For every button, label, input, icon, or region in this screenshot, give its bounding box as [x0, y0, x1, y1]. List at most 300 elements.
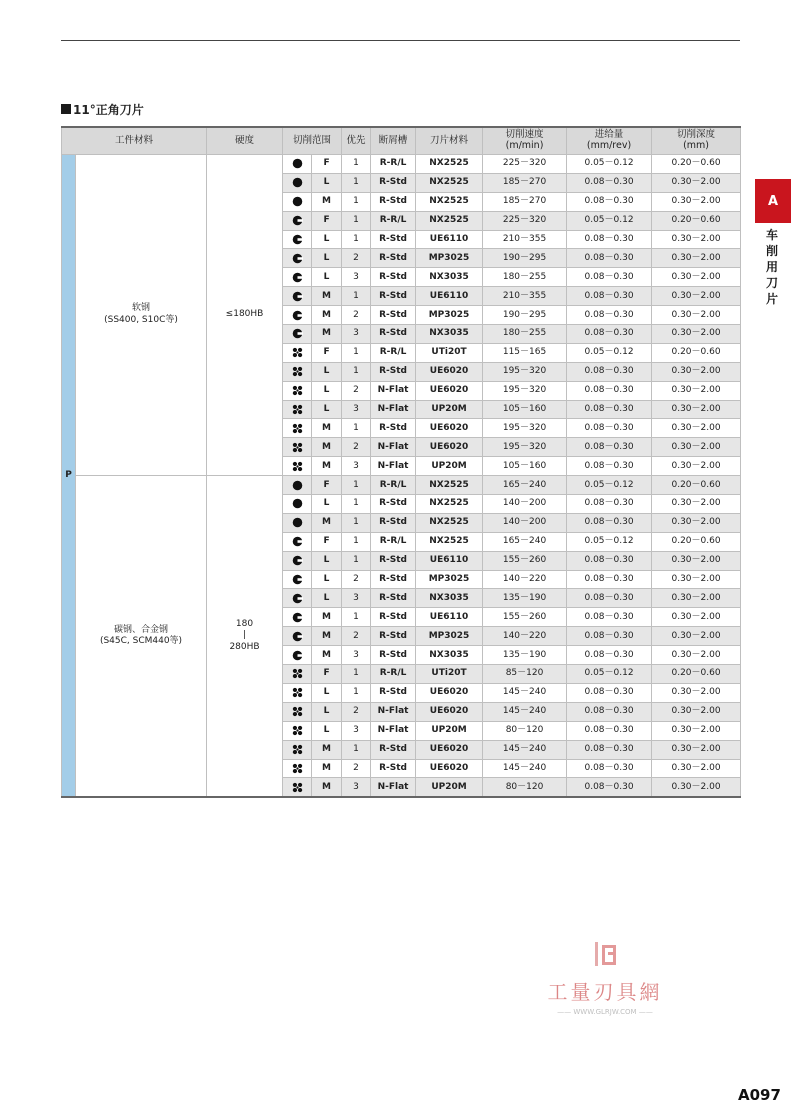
grade: UE6110 — [416, 230, 483, 249]
insert-shape-cell — [283, 627, 312, 646]
feed-rate: 0.08－0.30 — [567, 419, 652, 438]
priority: 3 — [342, 778, 371, 797]
priority: 3 — [342, 325, 371, 344]
depth-of-cut: 0.20－0.60 — [652, 343, 741, 362]
depth-of-cut: 0.30－2.00 — [652, 381, 741, 400]
cut-range: M — [312, 740, 342, 759]
half-circle-icon — [292, 575, 303, 585]
quad-circle-icon — [292, 707, 303, 717]
grade: UE6110 — [416, 551, 483, 570]
chipbreaker: R-R/L — [371, 532, 416, 551]
cutting-speed: 225－320 — [483, 211, 567, 230]
header-material: 工件材料 — [62, 127, 207, 155]
cutting-speed: 180－255 — [483, 325, 567, 344]
grade: UP20M — [416, 778, 483, 797]
insert-shape-cell — [283, 646, 312, 665]
half-circle-icon — [292, 216, 303, 226]
depth-of-cut: 0.30－2.00 — [652, 721, 741, 740]
insert-shape-cell — [283, 513, 312, 532]
grade: UE6020 — [416, 740, 483, 759]
insert-shape-cell — [283, 702, 312, 721]
priority: 1 — [342, 476, 371, 495]
cut-range: M — [312, 513, 342, 532]
depth-of-cut: 0.30－2.00 — [652, 778, 741, 797]
quad-circle-icon — [292, 745, 303, 755]
cut-range: M — [312, 457, 342, 476]
chipbreaker: R-Std — [371, 325, 416, 344]
full-circle-icon — [292, 499, 303, 509]
cutting-speed: 115－165 — [483, 343, 567, 362]
chipbreaker: R-Std — [371, 306, 416, 325]
grade: MP3025 — [416, 570, 483, 589]
chipbreaker: R-Std — [371, 495, 416, 514]
grade: MP3025 — [416, 249, 483, 268]
grade: NX3035 — [416, 589, 483, 608]
hardness-cell — [207, 155, 283, 476]
feed-rate: 0.08－0.30 — [567, 438, 652, 457]
priority: 1 — [342, 287, 371, 306]
full-circle-icon — [292, 481, 303, 491]
feed-rate: 0.08－0.30 — [567, 400, 652, 419]
depth-of-cut: 0.30－2.00 — [652, 419, 741, 438]
grade: MP3025 — [416, 306, 483, 325]
feed-rate: 0.08－0.30 — [567, 457, 652, 476]
priority: 1 — [342, 362, 371, 381]
priority: 1 — [342, 211, 371, 230]
grade: UE6110 — [416, 287, 483, 306]
cutting-speed: 180－255 — [483, 268, 567, 287]
half-circle-icon — [292, 651, 303, 661]
cut-range: L — [312, 495, 342, 514]
priority: 3 — [342, 400, 371, 419]
feed-rate: 0.08－0.30 — [567, 362, 652, 381]
cutting-speed: 155－260 — [483, 551, 567, 570]
insert-shape-cell — [283, 438, 312, 457]
cut-range: M — [312, 608, 342, 627]
priority: 2 — [342, 759, 371, 778]
insert-shape-cell — [283, 325, 312, 344]
feed-rate: 0.08－0.30 — [567, 306, 652, 325]
feed-rate: 0.08－0.30 — [567, 646, 652, 665]
group-label: P — [62, 155, 76, 798]
watermark-logo-icon — [590, 940, 620, 970]
grade: UE6020 — [416, 362, 483, 381]
priority: 3 — [342, 646, 371, 665]
feed-rate: 0.08－0.30 — [567, 759, 652, 778]
depth-of-cut: 0.30－2.00 — [652, 438, 741, 457]
cut-range: M — [312, 646, 342, 665]
depth-of-cut: 0.20－0.60 — [652, 155, 741, 174]
feed-rate: 0.08－0.30 — [567, 173, 652, 192]
insert-shape-cell — [283, 457, 312, 476]
cutting-speed: 195－320 — [483, 438, 567, 457]
cut-range: M — [312, 438, 342, 457]
feed-rate: 0.08－0.30 — [567, 192, 652, 211]
page-number: A097 — [738, 1086, 781, 1104]
chipbreaker: R-Std — [371, 362, 416, 381]
cutting-speed: 210－355 — [483, 230, 567, 249]
insert-shape-cell — [283, 683, 312, 702]
feed-rate: 0.05－0.12 — [567, 211, 652, 230]
feed-rate: 0.08－0.30 — [567, 381, 652, 400]
insert-shape-cell — [283, 608, 312, 627]
chapter-tab[interactable]: A — [755, 179, 791, 223]
priority: 1 — [342, 419, 371, 438]
cut-range: M — [312, 419, 342, 438]
cutting-speed: 195－320 — [483, 381, 567, 400]
grade: NX2525 — [416, 211, 483, 230]
chapter-tab-label: 车削用刀片 — [765, 228, 778, 306]
depth-of-cut: 0.30－2.00 — [652, 287, 741, 306]
grade: UE6020 — [416, 419, 483, 438]
half-circle-icon — [292, 311, 303, 321]
grade: NX3035 — [416, 268, 483, 287]
quad-circle-icon — [292, 424, 303, 434]
grade: UTi20T — [416, 665, 483, 684]
feed-rate: 0.08－0.30 — [567, 589, 652, 608]
feed-rate: 0.08－0.30 — [567, 287, 652, 306]
cut-range: M — [312, 306, 342, 325]
chipbreaker: R-R/L — [371, 211, 416, 230]
header-chipbreaker: 断屑槽 — [371, 127, 416, 155]
chipbreaker: R-R/L — [371, 343, 416, 362]
chipbreaker: N-Flat — [371, 438, 416, 457]
cutting-speed: 140－200 — [483, 513, 567, 532]
chipbreaker: R-Std — [371, 589, 416, 608]
chipbreaker: N-Flat — [371, 457, 416, 476]
cutting-speed: 165－240 — [483, 476, 567, 495]
chipbreaker: R-Std — [371, 570, 416, 589]
cutting-speed: 195－320 — [483, 362, 567, 381]
cut-range: L — [312, 702, 342, 721]
chipbreaker: R-Std — [371, 419, 416, 438]
insert-shape-cell — [283, 287, 312, 306]
depth-of-cut: 0.30－2.00 — [652, 457, 741, 476]
section-title-text: 11°正角刀片 — [73, 102, 144, 117]
cut-range: L — [312, 381, 342, 400]
grade: UE6110 — [416, 608, 483, 627]
material-cell — [76, 155, 207, 476]
feed-rate: 0.08－0.30 — [567, 627, 652, 646]
priority: 1 — [342, 173, 371, 192]
insert-shape-cell — [283, 211, 312, 230]
watermark-url: —— WWW.GLRJW.COM —— — [557, 1008, 653, 1016]
cut-range: L — [312, 230, 342, 249]
depth-of-cut: 0.30－2.00 — [652, 627, 741, 646]
cut-range: M — [312, 192, 342, 211]
insert-shape-cell — [283, 551, 312, 570]
cut-range: L — [312, 721, 342, 740]
priority: 2 — [342, 438, 371, 457]
cutting-speed: 190－295 — [483, 306, 567, 325]
feed-rate: 0.08－0.30 — [567, 740, 652, 759]
grade: UE6020 — [416, 702, 483, 721]
half-circle-icon — [292, 632, 303, 642]
full-circle-icon — [292, 178, 303, 188]
depth-of-cut: 0.30－2.00 — [652, 230, 741, 249]
grade: NX2525 — [416, 476, 483, 495]
grade: UP20M — [416, 400, 483, 419]
cutting-speed: 85－120 — [483, 665, 567, 684]
cut-range: F — [312, 476, 342, 495]
quad-circle-icon — [292, 443, 303, 453]
grade: NX2525 — [416, 513, 483, 532]
depth-of-cut: 0.20－0.60 — [652, 532, 741, 551]
depth-of-cut: 0.30－2.00 — [652, 702, 741, 721]
cutting-speed: 185－270 — [483, 173, 567, 192]
grade: UE6020 — [416, 759, 483, 778]
cutting-speed: 140－220 — [483, 627, 567, 646]
depth-of-cut: 0.30－2.00 — [652, 683, 741, 702]
top-rule — [61, 40, 740, 41]
feed-rate: 0.05－0.12 — [567, 665, 652, 684]
grade: NX2525 — [416, 192, 483, 211]
feed-rate: 0.08－0.30 — [567, 570, 652, 589]
grade: UP20M — [416, 457, 483, 476]
chipbreaker: R-Std — [371, 608, 416, 627]
cutting-speed: 135－190 — [483, 589, 567, 608]
cut-range: F — [312, 665, 342, 684]
cutting-speed: 145－240 — [483, 702, 567, 721]
material-spec: (SS400, S10C等) — [104, 315, 178, 326]
feed-rate: 0.08－0.30 — [567, 721, 652, 740]
depth-of-cut: 0.20－0.60 — [652, 211, 741, 230]
depth-of-cut: 0.30－2.00 — [652, 551, 741, 570]
header-hardness: 硬度 — [207, 127, 283, 155]
cut-range: F — [312, 155, 342, 174]
priority: 2 — [342, 306, 371, 325]
insert-shape-cell — [283, 721, 312, 740]
full-circle-icon — [292, 197, 303, 207]
depth-of-cut: 0.30－2.00 — [652, 249, 741, 268]
chipbreaker: R-Std — [371, 513, 416, 532]
section-heading — [61, 100, 144, 118]
priority: 3 — [342, 457, 371, 476]
priority: 2 — [342, 249, 371, 268]
cutting-speed: 80－120 — [483, 778, 567, 797]
cutting-speed: 105－160 — [483, 400, 567, 419]
cut-range: M — [312, 759, 342, 778]
depth-of-cut: 0.30－2.00 — [652, 306, 741, 325]
insert-shape-cell — [283, 155, 312, 174]
cutting-speed: 165－240 — [483, 532, 567, 551]
chipbreaker: R-Std — [371, 740, 416, 759]
priority: 3 — [342, 721, 371, 740]
priority: 2 — [342, 381, 371, 400]
cut-range: L — [312, 570, 342, 589]
insert-shape-cell — [283, 343, 312, 362]
insert-shape-cell — [283, 665, 312, 684]
cutting-speed: 210－355 — [483, 287, 567, 306]
insert-shape-cell — [283, 778, 312, 797]
chipbreaker: R-Std — [371, 551, 416, 570]
priority: 1 — [342, 608, 371, 627]
feed-rate: 0.08－0.30 — [567, 778, 652, 797]
depth-of-cut: 0.20－0.60 — [652, 665, 741, 684]
feed-rate: 0.08－0.30 — [567, 495, 652, 514]
cutting-speed: 140－220 — [483, 570, 567, 589]
material-name: 软钢 — [132, 303, 151, 314]
feed-rate: 0.08－0.30 — [567, 683, 652, 702]
feed-rate: 0.08－0.30 — [567, 249, 652, 268]
depth-of-cut: 0.30－2.00 — [652, 759, 741, 778]
header-depth: 切削深度 (mm) — [652, 127, 741, 155]
feed-rate: 0.08－0.30 — [567, 702, 652, 721]
cut-range: L — [312, 400, 342, 419]
depth-of-cut: 0.30－2.00 — [652, 268, 741, 287]
priority: 1 — [342, 740, 371, 759]
half-circle-icon — [292, 613, 303, 623]
table-body — [62, 155, 741, 798]
table-header-row — [62, 127, 741, 155]
header-grade: 刀片材料 — [416, 127, 483, 155]
chipbreaker: R-Std — [371, 268, 416, 287]
chipbreaker: R-Std — [371, 646, 416, 665]
priority: 1 — [342, 532, 371, 551]
watermark-name: 工量刃具網 — [547, 980, 663, 1004]
chipbreaker: R-Std — [371, 627, 416, 646]
header-cut-range: 切削范围 — [283, 127, 342, 155]
chipbreaker: R-Std — [371, 192, 416, 211]
priority: 1 — [342, 665, 371, 684]
insert-shape-cell — [283, 249, 312, 268]
half-circle-icon — [292, 254, 303, 264]
cutting-speed: 105－160 — [483, 457, 567, 476]
depth-of-cut: 0.30－2.00 — [652, 362, 741, 381]
insert-shape-cell — [283, 759, 312, 778]
cutting-speed: 155－260 — [483, 608, 567, 627]
half-circle-icon — [292, 273, 303, 283]
chipbreaker: R-R/L — [371, 155, 416, 174]
cut-range: M — [312, 778, 342, 797]
chipbreaker: R-R/L — [371, 665, 416, 684]
cut-range: L — [312, 683, 342, 702]
table-row — [62, 476, 741, 495]
grade: NX2525 — [416, 532, 483, 551]
grade: UE6020 — [416, 683, 483, 702]
insert-shape-cell — [283, 476, 312, 495]
cutting-speed: 140－200 — [483, 495, 567, 514]
grade: NX2525 — [416, 495, 483, 514]
insert-shape-cell — [283, 192, 312, 211]
grade: NX2525 — [416, 173, 483, 192]
hardness-value: ≤180HB — [225, 309, 264, 320]
half-circle-icon — [292, 537, 303, 547]
chipbreaker: R-Std — [371, 683, 416, 702]
hardness-max: 280HB — [229, 642, 260, 653]
material-spec: (S45C, SCM440等) — [99, 636, 183, 647]
grade: UE6020 — [416, 381, 483, 400]
cutting-speed: 225－320 — [483, 155, 567, 174]
cut-range: F — [312, 532, 342, 551]
insert-shape-cell — [283, 381, 312, 400]
chipbreaker: R-Std — [371, 230, 416, 249]
depth-of-cut: 0.30－2.00 — [652, 570, 741, 589]
full-circle-icon — [292, 518, 303, 528]
chipbreaker: R-Std — [371, 759, 416, 778]
feed-rate: 0.05－0.12 — [567, 476, 652, 495]
insert-shape-cell — [283, 570, 312, 589]
grade: NX3035 — [416, 325, 483, 344]
hardness-cell — [207, 476, 283, 798]
table-row — [62, 155, 741, 174]
depth-of-cut: 0.30－2.00 — [652, 325, 741, 344]
priority: 1 — [342, 683, 371, 702]
chipbreaker: R-R/L — [371, 476, 416, 495]
feed-rate: 0.08－0.30 — [567, 230, 652, 249]
cutting-speed: 185－270 — [483, 192, 567, 211]
chipbreaker: R-Std — [371, 173, 416, 192]
quad-circle-icon — [292, 405, 303, 415]
quad-circle-icon — [292, 669, 303, 679]
watermark — [535, 940, 675, 1016]
priority: 2 — [342, 702, 371, 721]
insert-shape-cell — [283, 495, 312, 514]
feed-rate: 0.08－0.30 — [567, 513, 652, 532]
half-circle-icon — [292, 329, 303, 339]
quad-circle-icon — [292, 367, 303, 377]
quad-circle-icon — [292, 386, 303, 396]
priority: 1 — [342, 495, 371, 514]
grade: NX3035 — [416, 646, 483, 665]
cutting-speed: 135－190 — [483, 646, 567, 665]
grade: MP3025 — [416, 627, 483, 646]
cut-range: L — [312, 173, 342, 192]
priority: 3 — [342, 589, 371, 608]
cut-range: M — [312, 287, 342, 306]
insert-shape-cell — [283, 306, 312, 325]
cutting-speed: 145－240 — [483, 759, 567, 778]
depth-of-cut: 0.30－2.00 — [652, 513, 741, 532]
chipbreaker: R-Std — [371, 287, 416, 306]
priority: 3 — [342, 268, 371, 287]
depth-of-cut: 0.30－2.00 — [652, 608, 741, 627]
grade: UTi20T — [416, 343, 483, 362]
insert-shape-cell — [283, 532, 312, 551]
cut-range: M — [312, 325, 342, 344]
cutting-speed: 80－120 — [483, 721, 567, 740]
depth-of-cut: 0.20－0.60 — [652, 476, 741, 495]
header-speed: 切削速度 (m/min) — [483, 127, 567, 155]
feed-rate: 0.08－0.30 — [567, 325, 652, 344]
header-feed: 进给量 (mm/rev) — [567, 127, 652, 155]
feed-rate: 0.05－0.12 — [567, 532, 652, 551]
full-circle-icon — [292, 159, 303, 169]
chipbreaker: N-Flat — [371, 778, 416, 797]
insert-shape-cell — [283, 400, 312, 419]
feed-rate: 0.05－0.12 — [567, 343, 652, 362]
insert-shape-cell — [283, 589, 312, 608]
depth-of-cut: 0.30－2.00 — [652, 740, 741, 759]
depth-of-cut: 0.30－2.00 — [652, 646, 741, 665]
header-priority: 优先 — [342, 127, 371, 155]
square-bullet-icon — [61, 104, 71, 114]
hardness-sep: | — [242, 630, 247, 641]
cutting-conditions-table — [61, 126, 741, 798]
cut-range: L — [312, 268, 342, 287]
feed-rate: 0.08－0.30 — [567, 551, 652, 570]
priority: 2 — [342, 627, 371, 646]
insert-shape-cell — [283, 362, 312, 381]
cut-range: L — [312, 589, 342, 608]
cut-range: L — [312, 551, 342, 570]
depth-of-cut: 0.30－2.00 — [652, 400, 741, 419]
priority: 2 — [342, 570, 371, 589]
cut-range: L — [312, 249, 342, 268]
chipbreaker: N-Flat — [371, 721, 416, 740]
depth-of-cut: 0.30－2.00 — [652, 192, 741, 211]
grade: UP20M — [416, 721, 483, 740]
